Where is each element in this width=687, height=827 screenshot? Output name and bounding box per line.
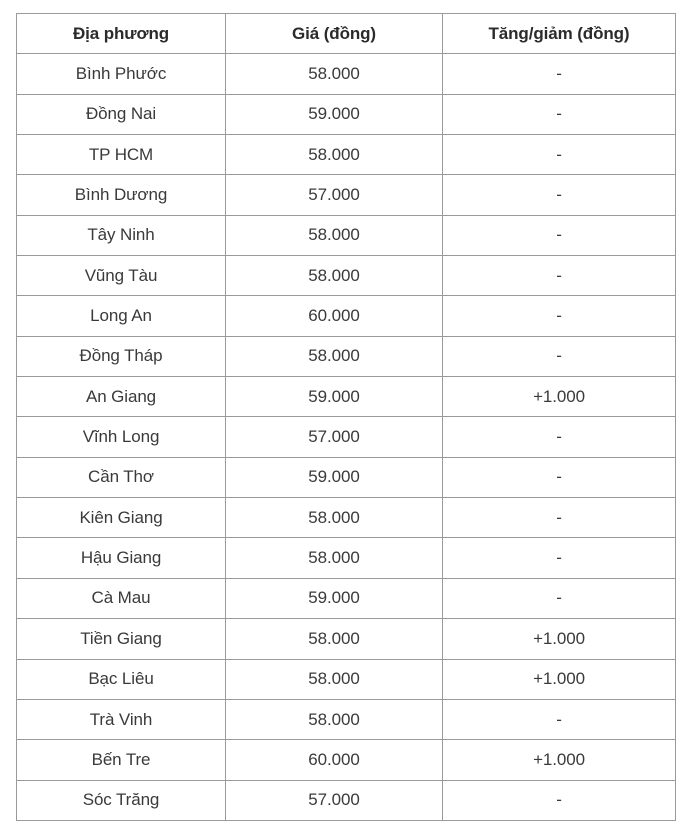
- cell-price: 60.000: [226, 740, 443, 780]
- cell-location: Cần Thơ: [17, 457, 226, 497]
- table-row: [17, 457, 676, 497]
- table-body: [17, 54, 676, 821]
- cell-change: -: [443, 780, 676, 820]
- table-header: [17, 14, 676, 54]
- table-row: [17, 215, 676, 255]
- cell-location: TP HCM: [17, 135, 226, 175]
- table-row: [17, 578, 676, 618]
- header-row: [17, 14, 676, 54]
- header-change: Tăng/giảm (đồng): [443, 14, 676, 54]
- cell-location: Bình Phước: [17, 54, 226, 94]
- cell-location: Long An: [17, 296, 226, 336]
- cell-price: 58.000: [226, 336, 443, 376]
- cell-price: 58.000: [226, 215, 443, 255]
- table-row: [17, 498, 676, 538]
- table-row: [17, 417, 676, 457]
- table-row: [17, 94, 676, 134]
- cell-location: Bến Tre: [17, 740, 226, 780]
- cell-price: 60.000: [226, 296, 443, 336]
- table-row: [17, 377, 676, 417]
- cell-change: -: [443, 538, 676, 578]
- cell-change: -: [443, 215, 676, 255]
- cell-change: -: [443, 498, 676, 538]
- cell-location: Kiên Giang: [17, 498, 226, 538]
- cell-location: Đồng Tháp: [17, 336, 226, 376]
- table-row: [17, 538, 676, 578]
- cell-price: 58.000: [226, 619, 443, 659]
- table-row: [17, 336, 676, 376]
- cell-location: Hậu Giang: [17, 538, 226, 578]
- cell-price: 59.000: [226, 578, 443, 618]
- cell-price: 58.000: [226, 135, 443, 175]
- cell-location: Vũng Tàu: [17, 256, 226, 296]
- cell-price: 57.000: [226, 175, 443, 215]
- cell-change: -: [443, 417, 676, 457]
- cell-change: +1.000: [443, 659, 676, 699]
- cell-price: 59.000: [226, 457, 443, 497]
- cell-change: -: [443, 578, 676, 618]
- cell-change: -: [443, 135, 676, 175]
- cell-change: -: [443, 54, 676, 94]
- cell-location: Sóc Trăng: [17, 780, 226, 820]
- cell-price: 58.000: [226, 538, 443, 578]
- cell-price: 59.000: [226, 94, 443, 134]
- header-price: Giá (đồng): [226, 14, 443, 54]
- header-location: Địa phương: [17, 14, 226, 54]
- cell-change: +1.000: [443, 377, 676, 417]
- cell-change: -: [443, 256, 676, 296]
- cell-change: -: [443, 457, 676, 497]
- cell-price: 58.000: [226, 659, 443, 699]
- table-row: [17, 256, 676, 296]
- cell-location: Cà Mau: [17, 578, 226, 618]
- table-row: [17, 175, 676, 215]
- cell-location: Bình Dương: [17, 175, 226, 215]
- cell-change: -: [443, 336, 676, 376]
- cell-location: Đồng Nai: [17, 94, 226, 134]
- cell-price: 58.000: [226, 54, 443, 94]
- table-row: [17, 780, 676, 820]
- cell-change: -: [443, 296, 676, 336]
- price-table-container: [16, 13, 675, 821]
- cell-change: -: [443, 699, 676, 739]
- table-row: [17, 296, 676, 336]
- table-row: [17, 135, 676, 175]
- table-row: [17, 619, 676, 659]
- cell-location: Tây Ninh: [17, 215, 226, 255]
- cell-price: 58.000: [226, 256, 443, 296]
- cell-location: Bạc Liêu: [17, 659, 226, 699]
- table-row: [17, 740, 676, 780]
- cell-location: Tiền Giang: [17, 619, 226, 659]
- table-row: [17, 659, 676, 699]
- cell-change: -: [443, 94, 676, 134]
- cell-price: 58.000: [226, 699, 443, 739]
- cell-price: 57.000: [226, 417, 443, 457]
- cell-price: 58.000: [226, 498, 443, 538]
- cell-location: Trà Vinh: [17, 699, 226, 739]
- cell-change: +1.000: [443, 619, 676, 659]
- table-row: [17, 54, 676, 94]
- cell-change: +1.000: [443, 740, 676, 780]
- cell-location: Vĩnh Long: [17, 417, 226, 457]
- cell-price: 59.000: [226, 377, 443, 417]
- cell-location: An Giang: [17, 377, 226, 417]
- cell-price: 57.000: [226, 780, 443, 820]
- cell-change: -: [443, 175, 676, 215]
- price-table: [16, 13, 676, 821]
- table-row: [17, 699, 676, 739]
